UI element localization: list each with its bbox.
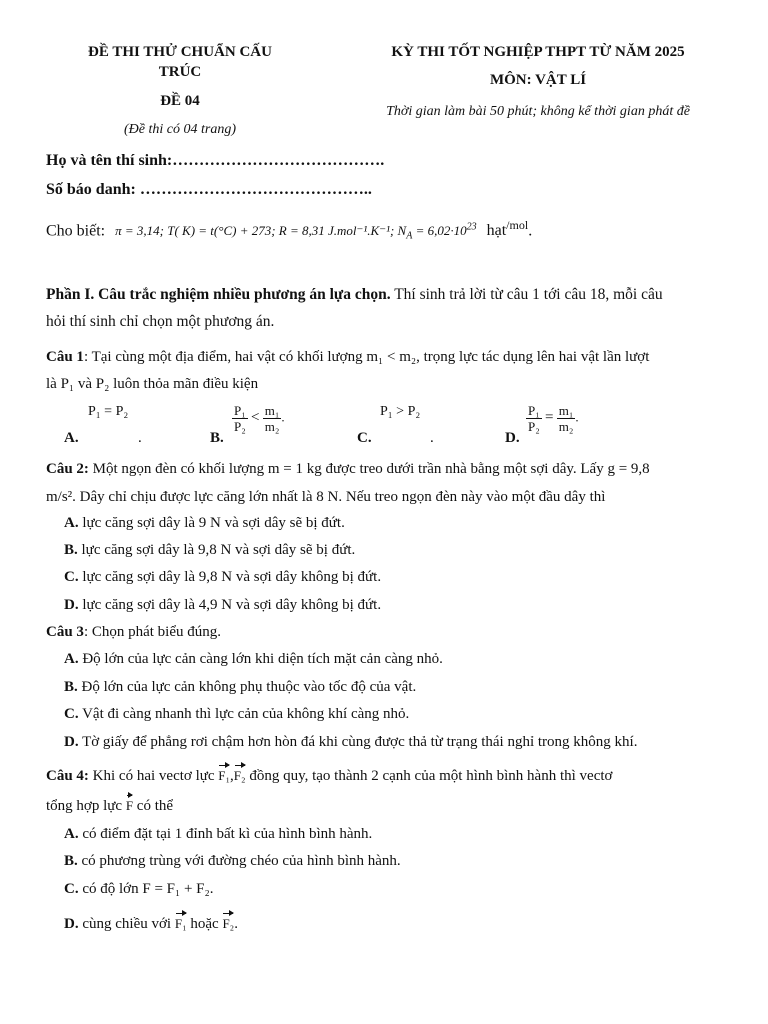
header-left-title-line1: ĐỀ THI THỬ CHUẨN CẤU xyxy=(88,44,272,60)
vector-f1: F₁ xyxy=(218,768,231,783)
q2-label: Câu 2: xyxy=(46,461,89,477)
q1-option-b-expr: $\frac{\text{P₁}}{\text{P₂}}$ < $\frac{\text{m₁}}{\text{m₂}}$ . xyxy=(234,403,285,434)
q3-option-b: B. Độ lớn của lực cản không phụ thuộc vào tốc độ của vật. xyxy=(64,679,417,695)
part1-heading xyxy=(46,286,663,304)
q2-option-c: C. lực căng sợi dây là 9,8 N và sợi dây không bị đứt. xyxy=(64,569,382,585)
vector-f2: F₂ xyxy=(233,768,246,783)
q1-text-line2: là P₁ và P₂ luôn thỏa mãn điều kiện xyxy=(46,376,259,392)
q3-label: Câu 3 xyxy=(46,624,84,640)
q3-option-a: A. Độ lớn của lực cản càng lớn khi diện tích mặt cản càng nhỏ. xyxy=(64,651,443,667)
q4-text-line2: tổng hợp lực F có thể xyxy=(46,798,174,814)
part1-title: Phần I. Câu trắc nghiệm nhiều phương án lựa chọn. xyxy=(46,286,391,303)
q4-option-b: B. có phương trùng với đường chéo của hình bình hành. xyxy=(64,853,401,869)
page-count-note: (Đề thi có 04 trang) xyxy=(124,122,236,137)
time-note: Thời gian làm bài 50 phút; không kể thời gian phát đề xyxy=(386,104,690,119)
given-constants: Cho biết: π = 3,14; T( K) = t(°C) + 273; R = 8,31 J.mol⁻¹.K⁻¹; $N_A = 6,02\cdot 10^{23}$ hạt$^{/mol}$. xyxy=(46,218,533,242)
q4-text-line1: Câu 4: Khi có hai vectơ lực F₁,F₂ đồng quy, tạo thành 2 cạnh của một hình bình hành thì vectơ xyxy=(46,768,613,784)
q3-option-c: C. Vật đi càng nhanh thì lực cản của không khí càng nhỏ. xyxy=(64,706,410,722)
q4-option-a: A. có điểm đặt tại 1 đỉnh bất kì của hình bình hành. xyxy=(64,826,373,842)
q1-option-a-end: . xyxy=(138,430,142,446)
given-label: Cho biết: xyxy=(46,222,106,240)
q3-text: Câu 3: Chọn phát biểu đúng. xyxy=(46,624,222,640)
q3-option-d: D. Tờ giấy để phẳng rơi chậm hơn hòn đá khi cùng được thả từ trạng thái nghỉ trong không khí. xyxy=(64,734,638,750)
vector-f1-option: F₁ xyxy=(174,916,187,931)
q2-option-b: B. lực căng sợi dây là 9,8 N và sợi dây sẽ bị đứt. xyxy=(64,542,356,558)
q1-option-c-expr: P₁ > P₂ xyxy=(380,404,421,419)
q2-text-line2: m/s². Dây chỉ chịu được lực căng lớn nhất là 8 N. Nếu treo ngọn đèn này vào một đầu dây thì xyxy=(46,489,606,505)
given-formula: π = 3,14; T( K) = t(°C) + 273; R = 8,31 J.mol⁻¹.K⁻¹; $N_A = 6,02\cdot 10^{23}$ xyxy=(115,222,477,242)
vector-f: F xyxy=(125,798,134,813)
q2-option-a: A. lực căng sợi dây là 9 N và sợi dây sẽ bị đứt. xyxy=(64,515,345,531)
q1-option-a-label: A. xyxy=(64,430,79,446)
q2-text-line1: Câu 2: Một ngọn đèn có khối lượng m = 1 kg được treo dưới trần nhà bằng một sợi dây. Lấy g = 9,8 xyxy=(46,461,650,477)
header-right-title: KỲ THI TỐT NGHIỆP THPT TỪ NĂM 2025 xyxy=(391,44,685,60)
q1-option-c-label: C. xyxy=(357,430,372,446)
q1-option-d-label: D. xyxy=(505,430,520,446)
q1-option-b-label: B. xyxy=(210,430,224,446)
header-left-title-line2: TRÚC xyxy=(158,64,202,80)
q4-option-c: C. có độ lớn F = F₁ + F₂. xyxy=(64,881,214,897)
vector-f2-option: F₂ xyxy=(222,916,235,931)
q1-option-a-expr: P₁ = P₂ xyxy=(88,404,129,419)
q1-option-c-end: . xyxy=(430,430,434,446)
q2-option-d: D. lực căng sợi dây là 4,9 N và sợi dây không bị đứt. xyxy=(64,597,382,613)
part1-intro: Thí sinh trả lời từ câu 1 tới câu 18, mỗi câu xyxy=(390,286,663,303)
candidate-name-label: Họ và tên thí sinh:…………………………………. xyxy=(46,152,385,169)
q4-label: Câu 4: xyxy=(46,768,89,784)
given-unit-hat: hạt xyxy=(486,222,507,240)
part1-intro-line2: hỏi thí sinh chỉ chọn một phương án. xyxy=(46,313,275,330)
q4-option-d: D. cùng chiều với F₁ hoặc F₂. xyxy=(64,916,238,932)
subject-title: MÔN: VẬT LÍ xyxy=(489,72,587,88)
exam-number: ĐỀ 04 xyxy=(160,93,200,109)
q1-text-line1: Câu 1: Tại cùng một địa điểm, hai vật có khối lượng m₁ < m₂, trọng lực tác dụng lên hai vật lần lượt xyxy=(46,349,650,365)
given-unit-mol: /mol xyxy=(506,218,529,232)
q1-label: Câu 1 xyxy=(46,349,84,365)
q1-option-d-expr: $\frac{\text{P₁}}{\text{P₂}}$ = $\frac{\text{m₁}}{\text{m₂}}$ . xyxy=(528,403,579,434)
candidate-id-label: Số báo danh: …………………………………….. xyxy=(46,181,372,198)
